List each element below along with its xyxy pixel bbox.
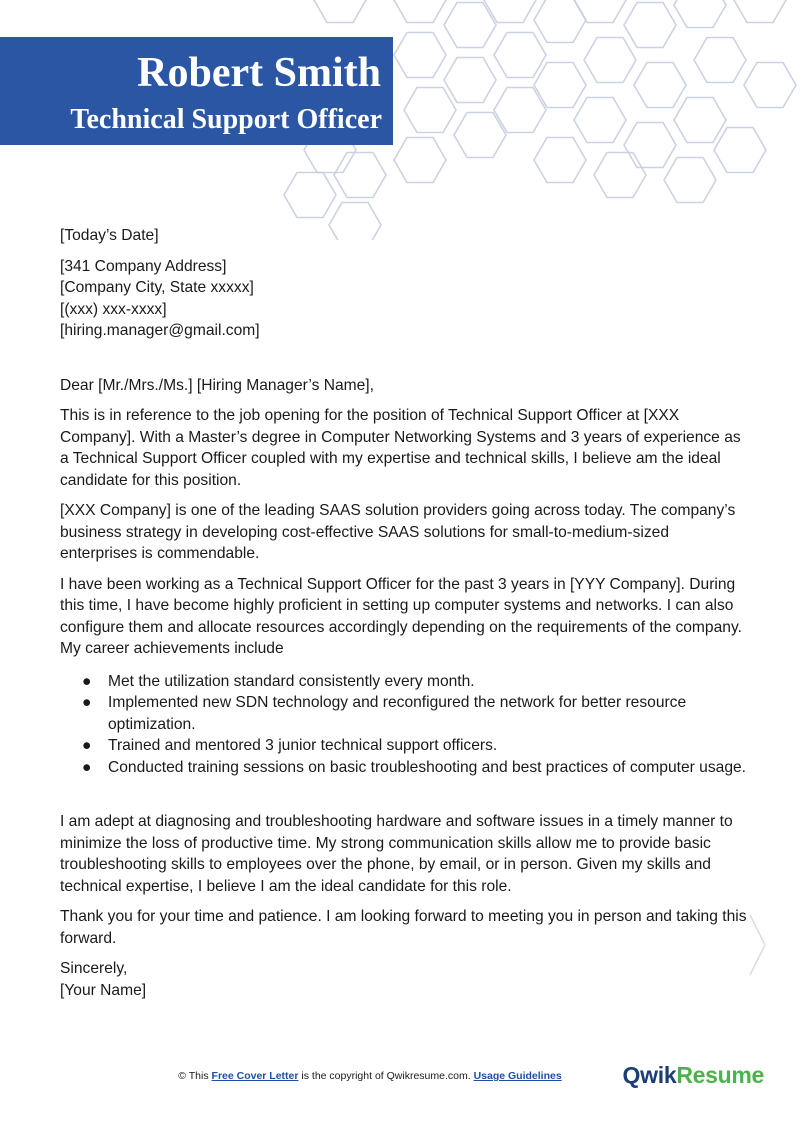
hexagon-shape xyxy=(574,98,626,143)
footer-copyright-text: is the copyright of Qwikresume.com. xyxy=(301,1070,471,1082)
recipient-address xyxy=(60,256,750,342)
logo-part-resume: Resume xyxy=(676,1062,764,1088)
footer-prefix: © This xyxy=(178,1070,209,1082)
hexagon-shape xyxy=(624,123,676,168)
applicant-name: Robert Smith xyxy=(137,50,381,96)
hexagon-shape xyxy=(634,63,686,108)
hexagon-shape xyxy=(394,33,446,78)
hexagon-shape xyxy=(494,33,546,78)
achievements-list xyxy=(60,671,750,779)
cover-letter-body xyxy=(60,225,750,1001)
body-paragraph: I have been working as a Technical Support Officer for the past 3 years in [YYY Company]. During this time, I have become highly proficient in setting up computer systems and networks. I can also configure them and allocate resources accordingly depending on the requirements of the company. My career achievements include xyxy=(60,575,742,657)
hexagon-shape xyxy=(284,173,336,218)
hexagon-shape xyxy=(674,98,726,143)
bullet-icon: ● xyxy=(82,737,92,754)
hexagon-shape xyxy=(494,88,546,133)
hexagon-shape xyxy=(444,58,496,103)
sign-off: Sincerely, xyxy=(60,960,128,977)
letter-date: [Today’s Date] xyxy=(60,227,159,244)
list-item: ● Implemented new SDN technology and reconfigured the network for better resource optimization. xyxy=(82,694,687,733)
applicant-job-title: Technical Support Officer xyxy=(70,104,382,135)
hexagon-shape xyxy=(444,3,496,48)
hexagon-shape xyxy=(734,0,786,23)
hexagon-shape xyxy=(534,63,586,108)
bullet-icon: ● xyxy=(82,694,92,711)
hexagon-shape xyxy=(394,0,446,23)
hexagon-shape xyxy=(594,153,646,198)
header-banner xyxy=(0,37,393,145)
address-line: [hiring.manager@gmail.com] xyxy=(60,322,260,339)
salutation: Dear [Mr./Mrs./Ms.] [Hiring Manager’s Name], xyxy=(60,376,374,394)
hexagon-shape xyxy=(674,0,726,28)
usage-guidelines-link[interactable]: Usage Guidelines xyxy=(473,1070,562,1082)
body-paragraph: Thank you for your time and patience. I am looking forward to meeting you in person and taking this forward. xyxy=(60,908,747,947)
address-line: [341 Company Address] xyxy=(60,257,227,275)
hexagon-shape xyxy=(404,88,456,133)
hexagon-shape xyxy=(334,153,386,198)
body-paragraph: [XXX Company] is one of the leading SAAS solution providers going across today. The company’s business strategy in developing cost-effective SAAS solutions for small-to-medium-sized enterprises is commendable. xyxy=(60,502,736,562)
qwikresume-logo xyxy=(623,1062,764,1089)
bullet-icon: ● xyxy=(82,758,92,776)
list-item: ● Trained and mentored 3 junior technical support officers. xyxy=(60,735,750,757)
hexagon-shape xyxy=(744,63,796,108)
list-item: ● Conducted training sessions on basic troubleshooting and best practices of computer usage. xyxy=(60,757,750,779)
hexagon-shape xyxy=(534,138,586,183)
free-cover-letter-link[interactable]: Free Cover Letter xyxy=(211,1070,299,1082)
signature: [Your Name] xyxy=(60,981,147,999)
hexagon-shape xyxy=(750,915,765,975)
address-line: [(xxx) xxx-xxxx] xyxy=(60,300,167,318)
list-item: ● Met the utilization standard consistently every month. xyxy=(60,671,750,693)
hexagon-shape xyxy=(694,38,746,83)
address-line: [Company City, State xxxxx] xyxy=(60,279,254,296)
hexagon-shape xyxy=(454,113,506,158)
logo-part-qwik: Qwik xyxy=(622,1062,677,1088)
hexagon-shape xyxy=(314,0,366,23)
hexagon-shape xyxy=(394,138,446,183)
body-paragraph: This is in reference to the job opening for the position of Technical Support Officer at [XXX Company]. With a Master’s degree in Computer Networking Systems and 3 years of experience as a Technical Support Officer coupled with my expertise and technical skills, I believe am the ideal candidate for this position. xyxy=(60,407,741,489)
bullet-icon: ● xyxy=(82,672,92,690)
hexagon-shape xyxy=(714,128,766,173)
hexagon-shape xyxy=(664,158,716,203)
hexagon-shape xyxy=(624,3,676,48)
body-paragraph: I am adept at diagnosing and troubleshooting hardware and software issues in a timely manner to minimize the loss of productive time. My strong communication skills allow me to provide basic troubleshooting skills to employees over the phone, by email, or in person. Given my skills and technical expertise, I believe I am the ideal candidate for this role. xyxy=(60,813,733,895)
hexagon-shape xyxy=(584,38,636,83)
